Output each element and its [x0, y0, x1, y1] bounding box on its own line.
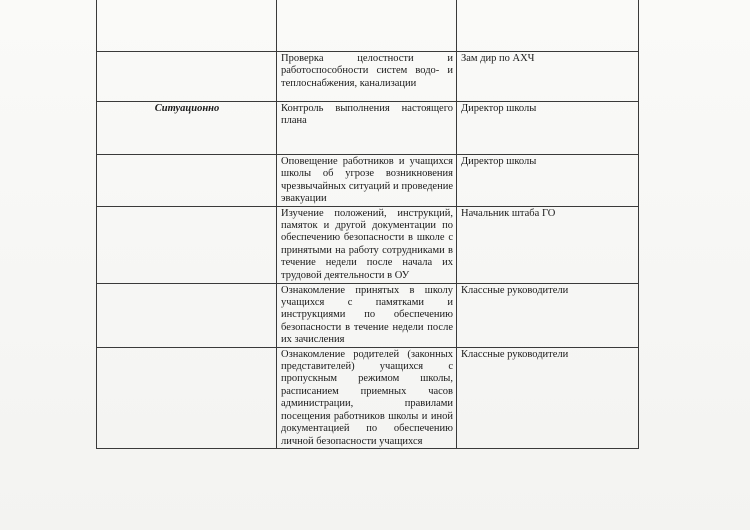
responsible-cell: [457, 0, 639, 52]
table-row: [97, 0, 639, 52]
responsible-cell: Классные руководители: [457, 347, 639, 448]
activity-cell: Изучение положений, инструкций, памяток и другой документации по обеспечению безопасности в школе с принятыми на работу сотрудниками в течение недели после начала их трудовой деятельности в ОУ: [277, 206, 457, 283]
safety-plan-table: [96, 0, 639, 449]
responsible-cell: Директор школы: [457, 102, 639, 155]
period-cell: [97, 52, 277, 102]
period-cell: Ситуационно: [97, 102, 277, 155]
responsible-cell: Зам дир по АХЧ: [457, 52, 639, 102]
activity-cell: Ознакомление принятых в школу учащихся с памятками и инструкциями по обеспечению безопасности в течение недели после их зачисления: [277, 283, 457, 347]
activity-cell: Проверка целостности и работоспособности систем водо- и теплоснабжения, канализации: [277, 52, 457, 102]
responsible-cell: Директор школы: [457, 155, 639, 207]
period-cell: [97, 155, 277, 207]
activity-cell: Контроль выполнения настоящего плана: [277, 102, 457, 155]
table-row: [97, 155, 639, 207]
activity-cell: Оповещение работников и учащихся школы об угрозе возникновения чрезвычайных ситуаций и проведение эвакуации: [277, 155, 457, 207]
table-row: [97, 52, 639, 102]
activity-cell: Ознакомление родителей (законных представителей) учащихся с пропускным режимом школы, расписанием приемных часов администрации, правилами посещения работников школы и иной документацией по обеспечению личной безопасности учащихся: [277, 347, 457, 448]
table-row: [97, 102, 639, 155]
period-cell: [97, 206, 277, 283]
activity-cell: [277, 0, 457, 52]
responsible-cell: Классные руководители: [457, 283, 639, 347]
period-cell: [97, 0, 277, 52]
period-cell: [97, 283, 277, 347]
table-row: [97, 283, 639, 347]
table-row: [97, 347, 639, 448]
table-row: [97, 206, 639, 283]
responsible-cell: Начальник штаба ГО: [457, 206, 639, 283]
period-cell: [97, 347, 277, 448]
